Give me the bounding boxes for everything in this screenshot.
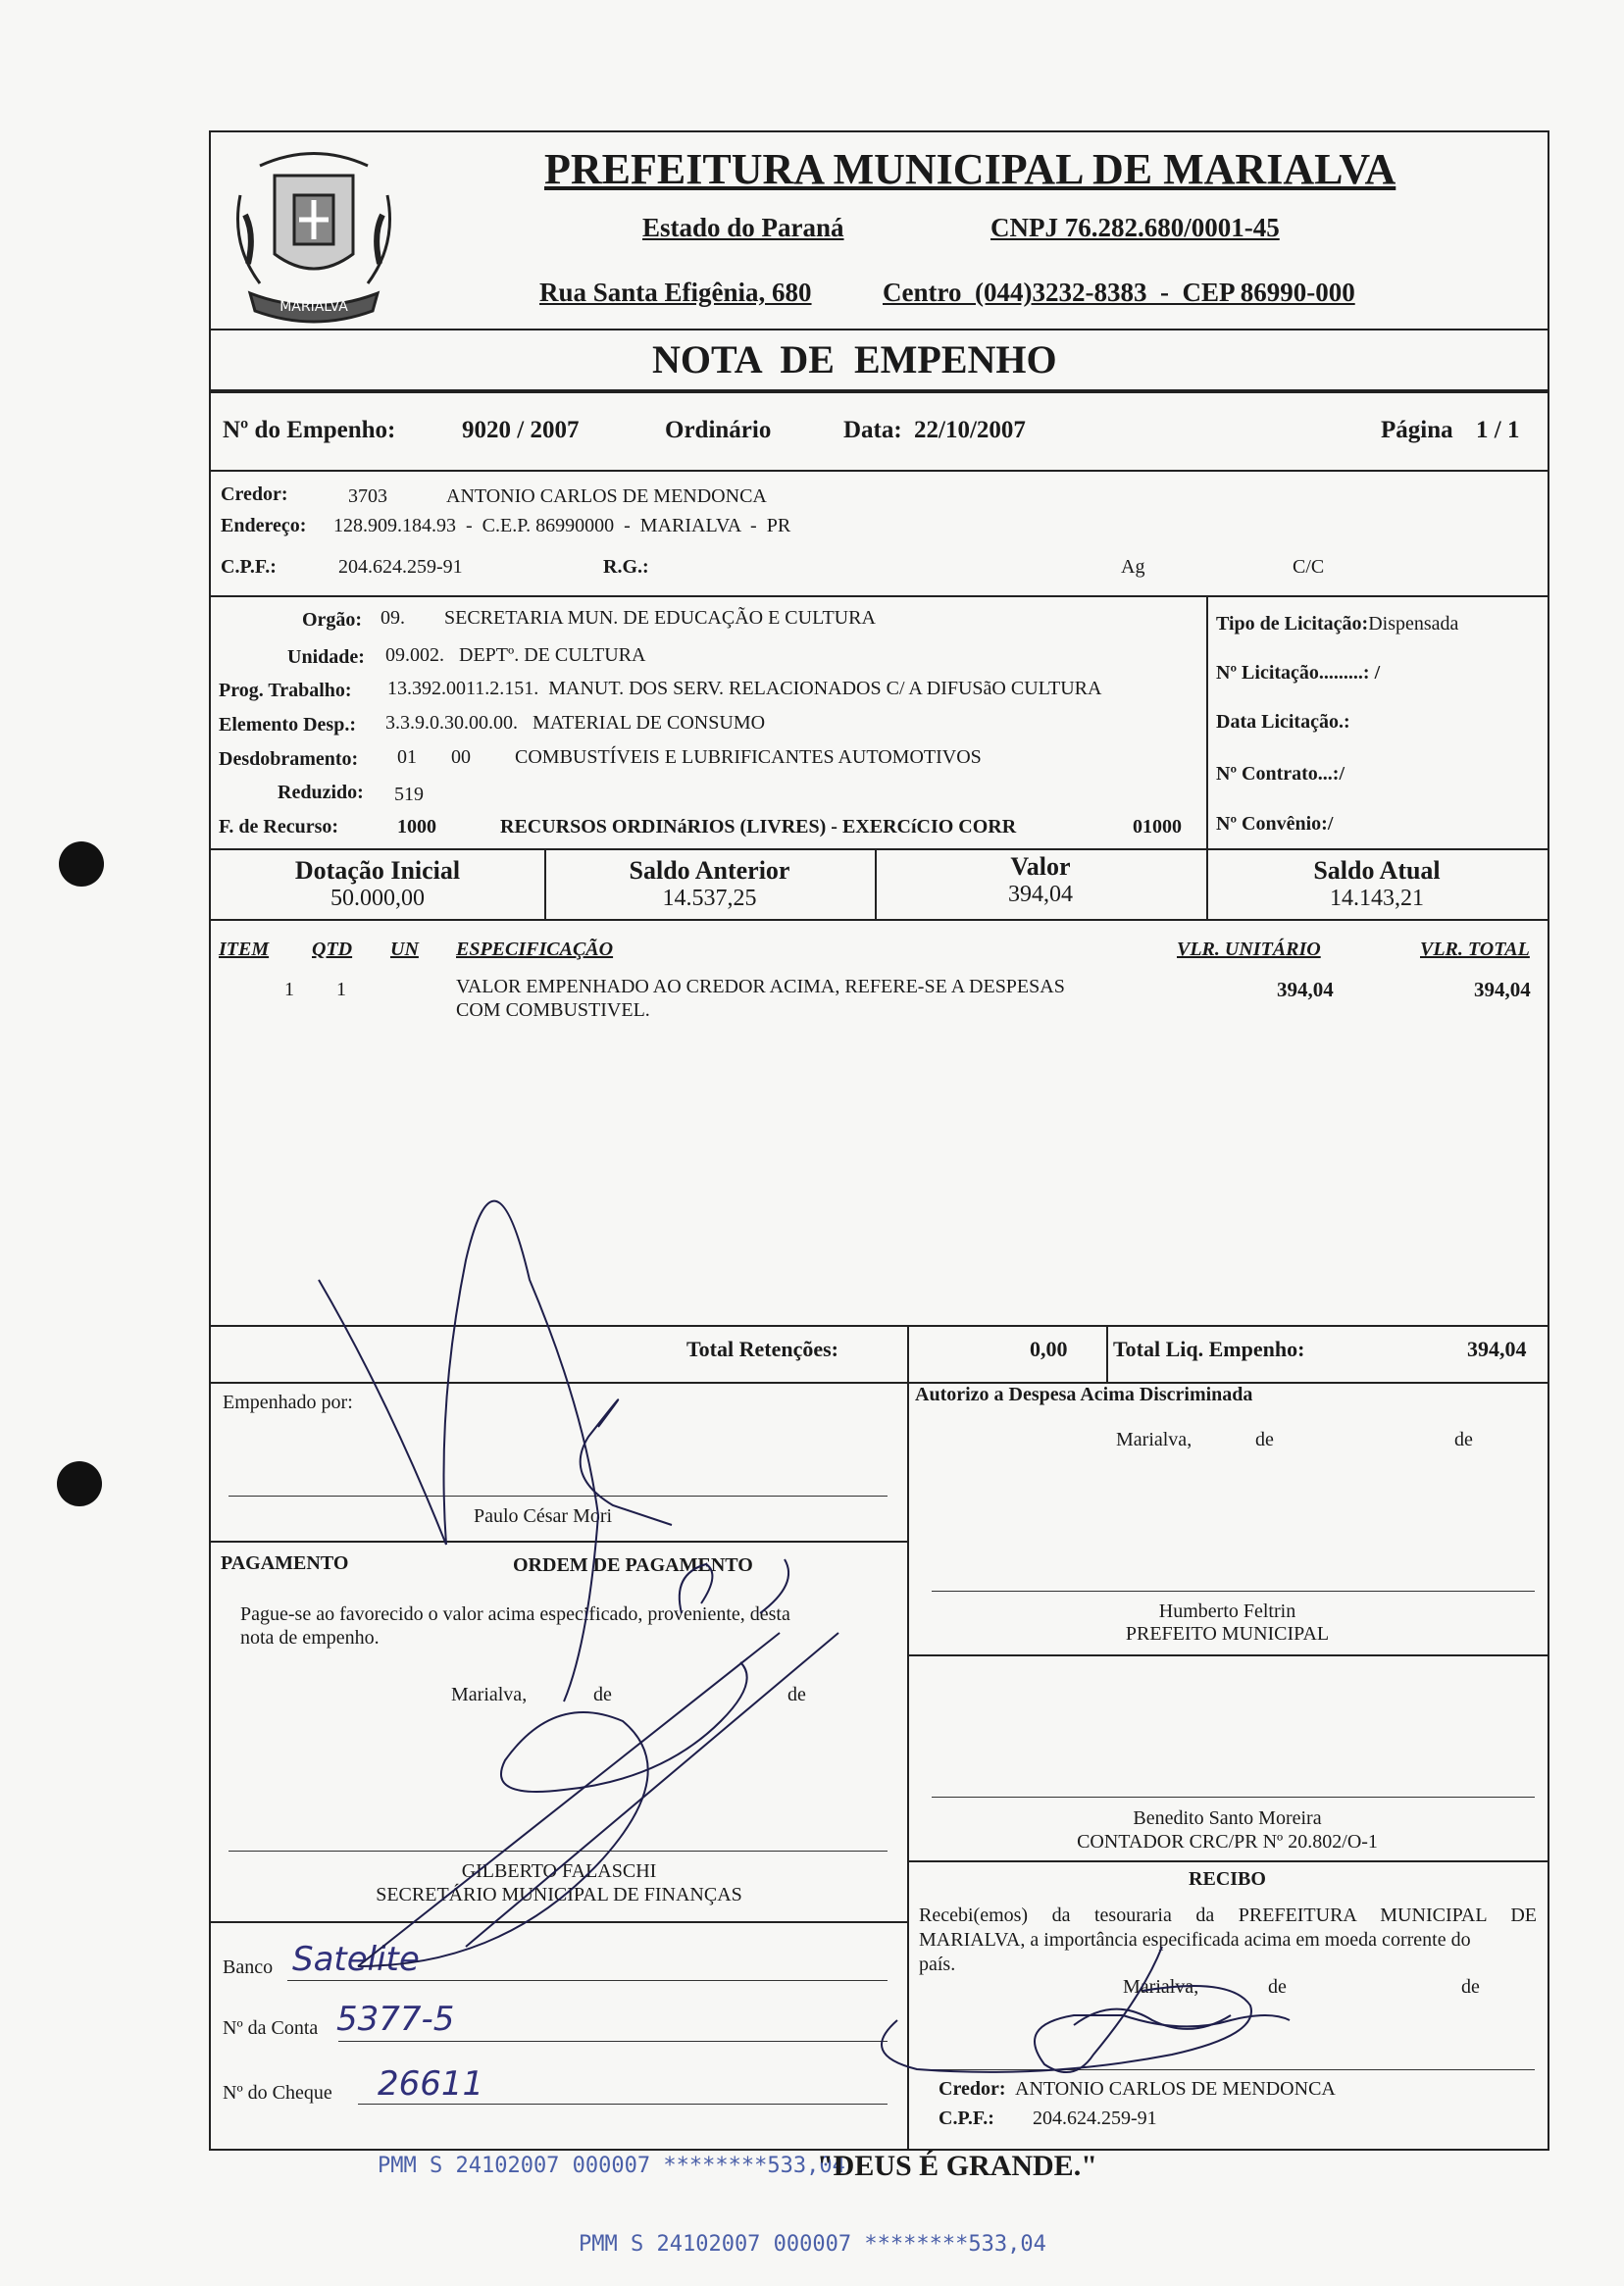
items-header-spec: ESPECIFICAÇÃO (456, 939, 614, 960)
contact-label: Centro (044)3232-8383 - CEP 86990-000 (883, 278, 1355, 307)
recibo-cpf: 204.624.259-91 (1033, 2108, 1157, 2129)
contador-name: Benedito Santo Moreira (1133, 1807, 1322, 1829)
recurso-description: RECURSOS ORDINáRIOS (LIVRES) - EXERCíCIO CORR (500, 816, 1017, 838)
items-header-total: VLR. TOTAL (1420, 939, 1530, 960)
recurso-code: 1000 (397, 816, 436, 838)
svg-text:MARIALVA: MARIALVA (279, 299, 348, 315)
pagamento-label: PAGAMENTO (221, 1552, 349, 1574)
item-spec-line2: COM COMBUSTIVEL. (456, 999, 650, 1021)
contrato-numero: Nº Contrato...:/ (1216, 763, 1345, 785)
saldo-atual-label: Saldo Atual (1313, 856, 1441, 885)
saldo-anterior-value: 14.537,25 (662, 886, 757, 911)
convenio-numero: Nº Convênio:/ (1216, 813, 1334, 835)
banco-value: Satelite (292, 1940, 420, 1979)
empenhado-label: Empenhado por: (223, 1392, 353, 1413)
empenho-number-label: Nº do Empenho: (223, 417, 396, 443)
punch-hole-top (59, 841, 104, 887)
prefeito-title: PREFEITO MUNICIPAL (1125, 1623, 1330, 1645)
valor-label: Valor (1010, 852, 1071, 881)
credor-name: ANTONIO CARLOS DE MENDONCA (446, 485, 767, 507)
orgao-label: Orgão: (302, 609, 363, 631)
saldo-anterior-label: Saldo Anterior (629, 856, 790, 885)
dotacao-value: 50.000,00 (330, 886, 425, 911)
pagamento-text-line1: Pague-se ao favorecido o valor acima especificado, proveniente, desta (240, 1603, 790, 1625)
secretario-title: SECRETÁRIO MUNICIPAL DE FINANÇAS (376, 1884, 742, 1905)
motto: "DEUS É GRANDE." (817, 2150, 1097, 2182)
recibo-text-line1: Recebi(emos) da tesouraria da PREFEITURA MUNICIPAL DE (919, 1905, 1537, 1926)
items-header-unit: VLR. UNITÁRIO (1177, 939, 1321, 960)
autorizo-de1: de (1255, 1429, 1274, 1450)
cnpj-label: CNPJ 76.282.680/0001-45 (990, 213, 1280, 242)
recurso-number: 01000 (1133, 816, 1182, 838)
unidade-value: 09.002. DEPTº. DE CULTURA (385, 644, 646, 666)
recibo-de1: de (1268, 1976, 1287, 1998)
pagamento-de1: de (593, 1684, 612, 1705)
liquido-label: Total Liq. Empenho: (1113, 1337, 1305, 1361)
licitacao-data: Data Licitação.: (1216, 711, 1350, 733)
recibo-text-line3: país. (919, 1954, 956, 1975)
valor-value: 394,04 (1008, 882, 1073, 907)
liquido-value: 394,04 (1467, 1337, 1527, 1361)
ordem-pagamento-label: ORDEM DE PAGAMENTO (513, 1554, 753, 1576)
prefeitura-title: PREFEITURA MUNICIPAL DE MARIALVA (544, 145, 1396, 193)
recibo-de2: de (1461, 1976, 1480, 1998)
saldo-atual-value: 14.143,21 (1330, 886, 1424, 911)
desdobramento-value: 01 00 COMBUSTÍVEIS E LUBRIFICANTES AUTOMOTIVOS (397, 746, 982, 768)
payment-stamp-top: PMM S 24102007 000007 ********533,04 (378, 2154, 845, 2178)
autorizo-label: Autorizo a Despesa Acima Discriminada (915, 1384, 1253, 1405)
unidade-label: Unidade: (287, 646, 365, 668)
ag-label: Ag (1121, 556, 1145, 578)
retencoes-value: 0,00 (1030, 1337, 1068, 1361)
credor-label: Credor: (221, 483, 288, 505)
pagamento-text-line2: nota de empenho. (240, 1627, 380, 1649)
recibo-local: Marialva, (1123, 1976, 1199, 1998)
page-number: 1 / 1 (1476, 417, 1520, 443)
autorizo-local: Marialva, (1116, 1429, 1193, 1450)
autorizo-de2: de (1454, 1429, 1473, 1450)
item-spec-line1: VALOR EMPENHADO AO CREDOR ACIMA, REFERE-SE A DESPESAS (456, 976, 1065, 997)
dotacao-label: Dotação Inicial (294, 856, 461, 885)
item-number: 1 (284, 979, 294, 1000)
retencoes-label: Total Retenções: (686, 1337, 838, 1361)
credor-code: 3703 (348, 485, 387, 507)
empenho-date-label: Data: (843, 417, 902, 443)
licitacao-tipo-value: Dispensada (1368, 613, 1459, 635)
prog-value: 13.392.0011.2.151. MANUT. DOS SERV. RELACIONADOS C/ A DIFUSãO CULTURA (387, 678, 1102, 699)
recibo-cpf-label: C.P.F.: (939, 2108, 994, 2129)
handwritten-signatures (211, 132, 1548, 2149)
item-qtd: 1 (336, 979, 346, 1000)
contador-crc: CONTADOR CRC/PR Nº 20.802/O-1 (1077, 1831, 1378, 1853)
cc-label: C/C (1293, 556, 1325, 578)
page-label: Página (1381, 417, 1453, 443)
licitacao-tipo-label: Tipo de Licitação: (1216, 613, 1369, 635)
empenho-type: Ordinário (665, 417, 772, 443)
endereco-value: 128.909.184.93 - C.E.P. 86990000 - MARIALVA - PR (333, 515, 791, 536)
items-header-un: UN (390, 939, 419, 960)
cheque-value: 26611 (378, 2064, 484, 2104)
item-unit-value: 394,04 (1277, 978, 1334, 1001)
empenho-date: 22/10/2007 (914, 417, 1026, 443)
document-title: NOTA DE EMPENHO (652, 337, 1057, 381)
elemento-label: Elemento Desp.: (219, 714, 356, 736)
conta-value: 5377-5 (336, 2000, 455, 2039)
reduzido-label: Reduzido: (278, 782, 364, 803)
nota-de-empenho-form (209, 130, 1549, 2151)
cpf-value: 204.624.259-91 (338, 556, 463, 578)
empenhado-name: Paulo César Mori (474, 1505, 613, 1527)
conta-label: Nº da Conta (223, 2017, 319, 2039)
empenho-number: 9020 / 2007 (462, 417, 580, 443)
banco-label: Banco (223, 1956, 274, 1978)
prog-label: Prog. Trabalho: (219, 680, 352, 701)
estado-label: Estado do Paraná (642, 213, 844, 242)
rg-label: R.G.: (603, 556, 649, 578)
recurso-label: F. de Recurso: (219, 816, 339, 838)
payment-stamp-bottom: PMM S 24102007 000007 ********533,04 (579, 2232, 1046, 2257)
items-header-item: ITEM (219, 939, 270, 960)
pagamento-de2: de (787, 1684, 806, 1705)
prefeito-name: Humberto Feltrin (1158, 1600, 1296, 1622)
endereco-label: Endereço: (221, 515, 307, 536)
pagamento-local: Marialva, (451, 1684, 528, 1705)
desdobramento-label: Desdobramento: (219, 748, 359, 770)
elemento-value: 3.3.9.0.30.00.00. MATERIAL DE CONSUMO (385, 712, 766, 734)
cpf-label: C.P.F.: (221, 556, 277, 578)
address-label: Rua Santa Efigênia, 680 (539, 278, 812, 307)
recibo-text-line2: MARIALVA, a importância especificada acima em moeda corrente do (919, 1929, 1471, 1951)
recibo-credor-label: Credor: (939, 2078, 1006, 2100)
items-header-qtd: QTD (312, 939, 353, 960)
secretario-name: GILBERTO FALASCHI (461, 1860, 657, 1882)
recibo-credor: ANTONIO CARLOS DE MENDONCA (1015, 2078, 1336, 2100)
cheque-label: Nº do Cheque (223, 2082, 332, 2104)
reduzido-value: 519 (394, 784, 424, 805)
licitacao-numero: Nº Licitação.........: / (1216, 662, 1381, 684)
punch-hole-bottom (57, 1461, 102, 1506)
recibo-title: RECIBO (1189, 1868, 1266, 1890)
item-total-value: 394,04 (1474, 978, 1531, 1001)
orgao-value: 09. SECRETARIA MUN. DE EDUCAÇÃO E CULTURA (381, 607, 876, 629)
